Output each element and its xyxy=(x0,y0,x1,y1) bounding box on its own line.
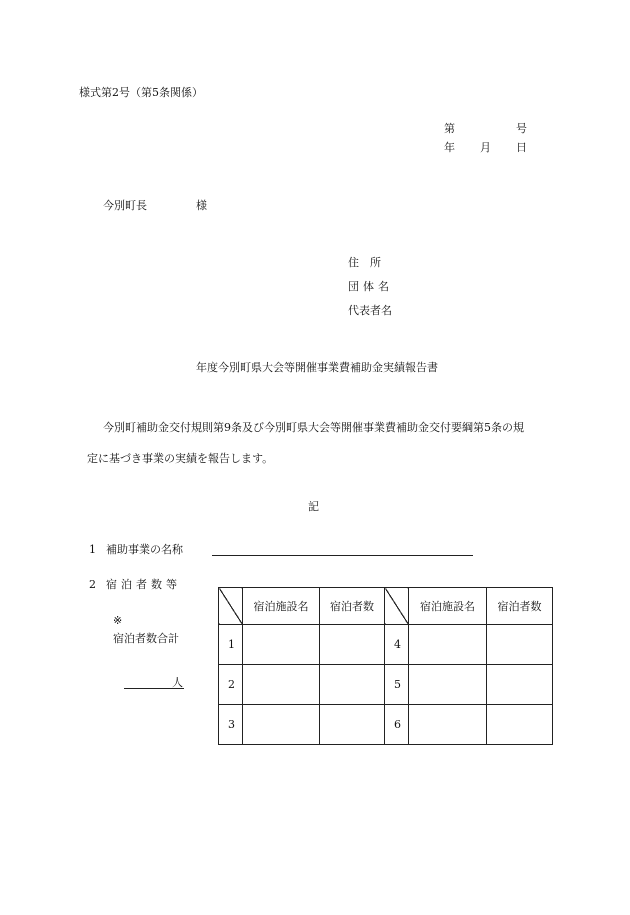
guest-count-cell[interactable] xyxy=(487,665,553,705)
table-row xyxy=(219,705,553,745)
applicant-address-label: 住 所 xyxy=(348,256,381,269)
row-number: 5 xyxy=(385,665,409,705)
item1-name-underline[interactable] xyxy=(212,555,473,556)
header-facility-name: 宿泊施設名 xyxy=(243,588,320,625)
document-title: 年度今別町県大会等開催事業費補助金実績報告書 xyxy=(196,361,438,374)
header-guest-count: 宿泊者数 xyxy=(320,588,385,625)
body-text-line-1: 今別町補助金交付規則第9条及び今別町県大会等開催事業費補助金交付要綱第5条の規 xyxy=(103,421,524,434)
form-number: 様式第2号（第5条関係） xyxy=(79,86,203,99)
table-row xyxy=(219,665,553,705)
header-diagonal-cell xyxy=(385,588,409,625)
facility-name-cell[interactable] xyxy=(409,665,487,705)
date-month: 月 xyxy=(480,141,491,154)
table-header-row xyxy=(219,588,553,625)
header-guest-count: 宿泊者数 xyxy=(487,588,553,625)
total-guests-unit: 人 xyxy=(172,676,183,689)
facility-name-cell[interactable] xyxy=(409,705,487,745)
table-row xyxy=(219,625,553,665)
guest-count-cell[interactable] xyxy=(320,625,385,665)
body-text-line-2: 定に基づき事業の実績を報告します。 xyxy=(87,452,274,465)
guest-count-cell[interactable] xyxy=(320,705,385,745)
header-diagonal-cell xyxy=(219,588,243,625)
facility-name-cell[interactable] xyxy=(243,625,320,665)
row-number: 1 xyxy=(219,625,243,665)
applicant-representative-label: 代表者名 xyxy=(348,304,392,317)
row-number: 3 xyxy=(219,705,243,745)
facility-name-cell[interactable] xyxy=(243,665,320,705)
note-mark: ※ xyxy=(113,614,123,627)
row-number: 6 xyxy=(385,705,409,745)
date-year: 年 xyxy=(444,141,455,154)
total-guests-label: 宿泊者数合計 xyxy=(113,632,179,645)
item1-label: 補助事業の名称 xyxy=(106,543,183,556)
guest-count-cell[interactable] xyxy=(487,705,553,745)
addressee: 今別町長 xyxy=(103,199,147,212)
doc-number-suffix: 号 xyxy=(516,122,527,135)
item1-number: 1 xyxy=(89,543,96,556)
date-day: 日 xyxy=(516,141,527,154)
item2-number: 2 xyxy=(89,578,96,591)
facility-name-cell[interactable] xyxy=(243,705,320,745)
item2-label: 宿泊者数等 xyxy=(106,578,181,591)
facility-name-cell[interactable] xyxy=(409,625,487,665)
header-facility-name: 宿泊施設名 xyxy=(409,588,487,625)
row-number: 2 xyxy=(219,665,243,705)
guest-count-cell[interactable] xyxy=(487,625,553,665)
ki-heading: 記 xyxy=(308,500,319,513)
row-number: 4 xyxy=(385,625,409,665)
addressee-honorific: 様 xyxy=(196,199,207,212)
lodging-table xyxy=(218,587,553,745)
guest-count-cell[interactable] xyxy=(320,665,385,705)
applicant-group-label: 団体名 xyxy=(348,280,393,293)
doc-number-prefix: 第 xyxy=(444,122,455,135)
